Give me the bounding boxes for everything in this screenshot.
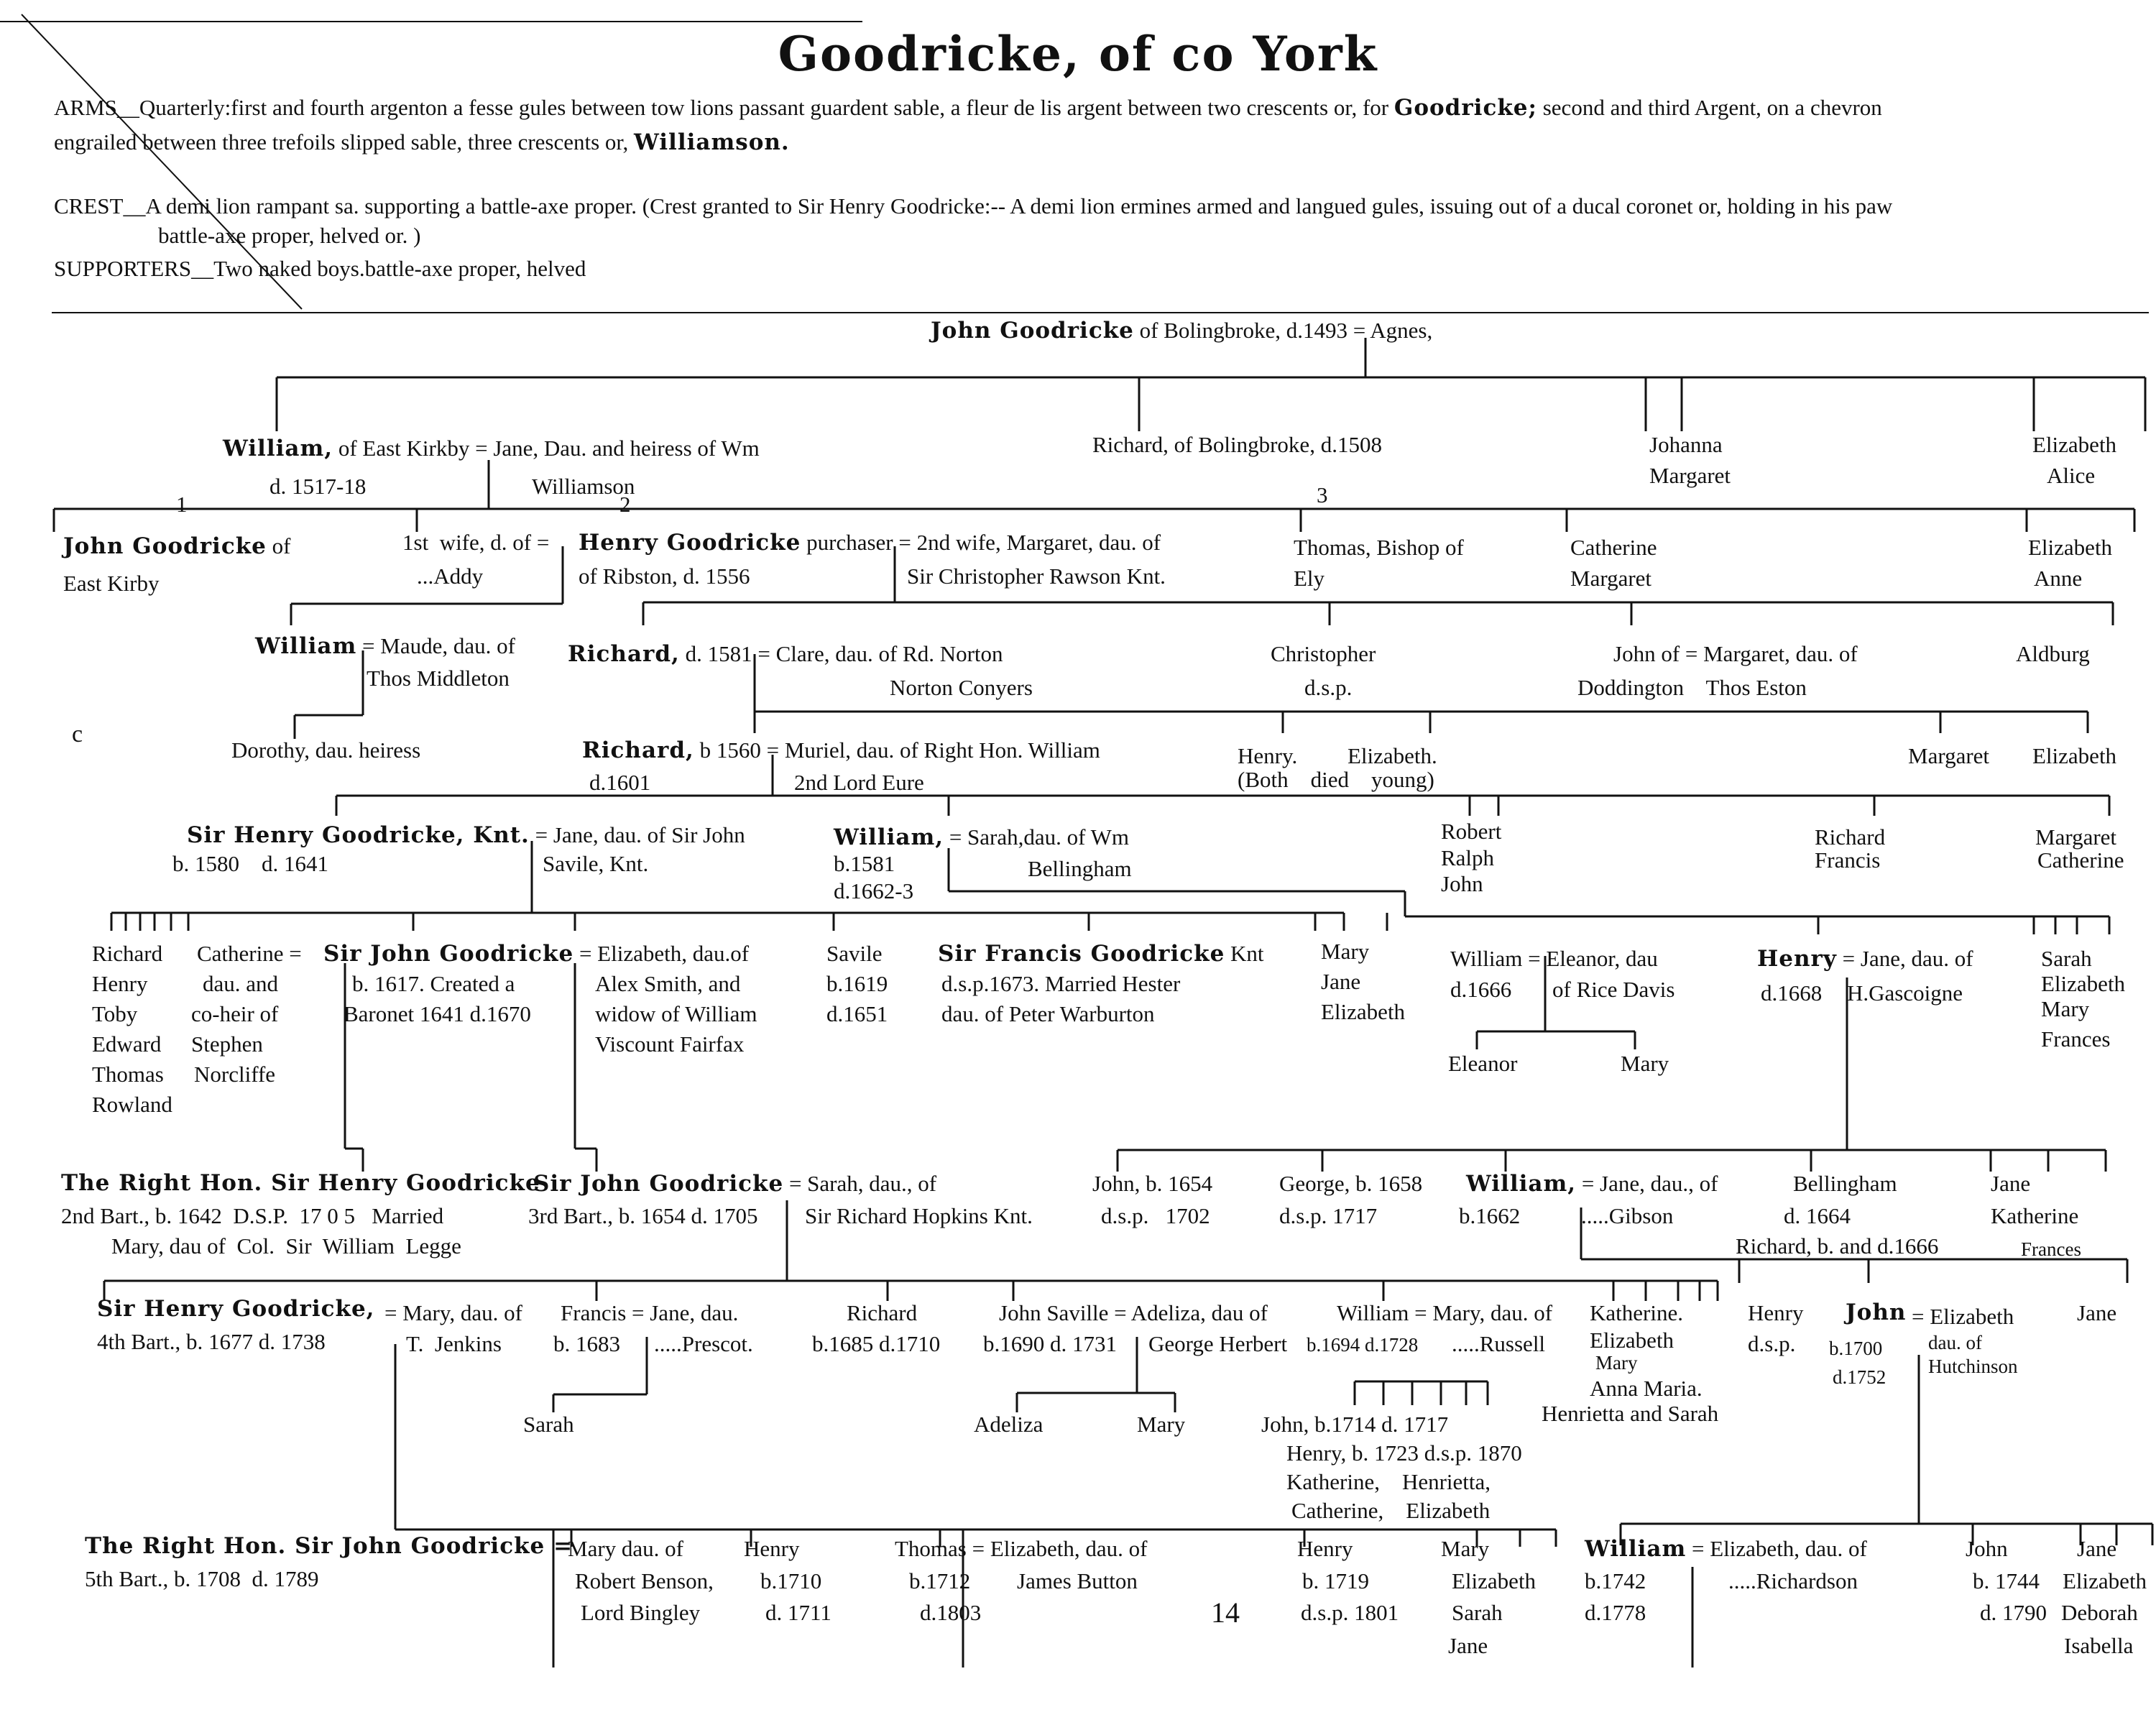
g7-sir-john: [323, 938, 749, 970]
g7-catherine-line: co-heir of: [191, 1001, 279, 1026]
g7-sir-francis-line3: dau. of Peter Warburton: [941, 1001, 1155, 1026]
g6-william-rest: = Sarah,dau. of Wm: [944, 824, 1130, 850]
g9-eliz-eq: = Elizabeth: [1912, 1304, 2014, 1329]
g9-wm-child: Henry, b. 1723 d.s.p. 1870: [1286, 1440, 1522, 1466]
g7-sibling: Thomas: [92, 1062, 164, 1087]
g3-ely: Ely: [1294, 566, 1325, 591]
g7-sir-john-b: b. 1617. Created a: [352, 971, 515, 996]
g6-sir-henry: [187, 819, 745, 851]
g4-william: [255, 630, 515, 662]
g9-anna-maria: Anna Maria.: [1590, 1376, 1703, 1401]
g8-sir-john-rest: = Sarah, dau., of: [783, 1171, 937, 1196]
g9-adeliza: Adeliza: [974, 1412, 1044, 1437]
g10-john: John: [1966, 1536, 2008, 1561]
g9-george-herbert: George Herbert: [1148, 1331, 1288, 1356]
arms-williamson: Williamson.: [634, 129, 790, 155]
g4-dsp: d.s.p.: [1304, 675, 1353, 700]
g8-katherine: Katherine: [1991, 1203, 2079, 1228]
arms-line-1: [54, 92, 1882, 124]
g10-jane-sister: Jane: [2077, 1536, 2117, 1561]
g8-bellingham: Bellingham: [1793, 1171, 1897, 1196]
g8-william-rest: = Jane, dau., of: [1576, 1171, 1718, 1196]
g3-henry: [579, 527, 1161, 558]
g10-john-d: d. 1790: [1980, 1600, 2047, 1625]
g10-henry-b: b.1710: [760, 1568, 822, 1593]
g6-sir-henry-dates: b. 1580 d. 1641: [172, 851, 328, 876]
g10-william-name: William: [1585, 1536, 1687, 1562]
g5-richard-rest: b 1560 = Muriel, dau. of Right Hon. William: [694, 737, 1100, 763]
g8-rh-line3: Mary, dau of Col. Sir William Legge: [111, 1233, 461, 1259]
g7-mary: Mary: [1321, 939, 1370, 964]
g9-eliz-dau: dau. of: [1928, 1332, 1982, 1353]
g2-william-d: d. 1517-18: [270, 474, 367, 499]
g2-margaret: Margaret: [1649, 463, 1731, 488]
g9-russell: .....Russell: [1452, 1331, 1546, 1356]
g9-t-jenkins: T. Jenkins: [406, 1331, 502, 1356]
g4-john-of: John of = Margaret, dau. of: [1613, 641, 1858, 666]
g7-savile-d: d.1651: [826, 1001, 888, 1026]
g7-sibling: Richard: [92, 941, 163, 966]
g4-william-name: William: [255, 633, 357, 659]
g9-john-saville: John Saville = Adeliza, dau of: [999, 1300, 1268, 1325]
g1-john-name: John Goodricke: [931, 318, 1134, 344]
g7-sir-francis-name: Sir Francis Goodricke: [938, 941, 1225, 967]
g9-sir-henry-line2: 4th Bart., b. 1677 d. 1738: [97, 1329, 326, 1354]
g7-sibling: Edward: [92, 1031, 162, 1057]
g7-sir-john-bt: Baronet 1641 d.1670: [344, 1001, 531, 1026]
g9-wm-child: Katherine, Henrietta,: [1286, 1469, 1491, 1494]
g10-mary-line: Robert Benson,: [575, 1568, 714, 1593]
g7-sibling: Henry: [92, 971, 148, 996]
g9-wm-child: John, b.1714 d. 1717: [1261, 1412, 1449, 1437]
g3-thomas-bishop: Thomas, Bishop of: [1294, 535, 1464, 560]
g10-w-d1778: d.1778: [1585, 1600, 1646, 1625]
g3-john-name: John Goodricke: [63, 533, 267, 559]
g9-sir-henry: Sir Henry Goodricke,: [97, 1296, 375, 1322]
g8-john-1654: John, b. 1654: [1092, 1171, 1213, 1196]
g9-henry-dsp: d.s.p.: [1748, 1331, 1796, 1356]
g5-d1601: d.1601: [589, 770, 651, 795]
g9-john-b: b.1700: [1829, 1338, 1883, 1359]
g7-eleanor: Eleanor: [1448, 1051, 1518, 1076]
g7-h-d1668: d.1668: [1761, 980, 1823, 1006]
g7-savile: Savile: [826, 941, 883, 966]
g4-middleton: Thos Middleton: [367, 666, 510, 691]
g10-thomas: Thomas = Elizabeth, dau. of: [895, 1536, 1148, 1561]
g9-katherine: Katherine.: [1590, 1300, 1683, 1325]
g7-catherine-line: Catherine =: [197, 941, 302, 966]
g6-richard: Richard: [1815, 824, 1886, 850]
g7-sister: Frances: [2041, 1026, 2111, 1052]
crest-line-2: battle-axe proper, helved or. ): [158, 223, 421, 248]
g7-gascoigne: H.Gascoigne: [1847, 980, 1963, 1006]
g3-rawson: Sir Christopher Rawson Knt.: [907, 564, 1166, 589]
g2-elizabeth: Elizabeth: [2032, 432, 2117, 457]
g10-mary-line: Lord Bingley: [581, 1600, 701, 1625]
g7-eliz-line: widow of William: [595, 1001, 757, 1026]
g3-ribston: of Ribston, d. 1556: [579, 564, 750, 589]
g10-mary-line: Mary dau. of: [568, 1536, 683, 1561]
supporters-label: SUPPORTERS: [54, 256, 192, 281]
g8-george-dsp: d.s.p. 1717: [1279, 1203, 1378, 1228]
g9-mary-jenkins: = Mary, dau. of: [384, 1300, 522, 1325]
g10-sister: Mary: [1441, 1536, 1490, 1561]
g10-henry-2-d: d.s.p. 1801: [1301, 1600, 1399, 1625]
g3-john-of: of: [266, 533, 291, 558]
g5-both-died: (Both died young): [1238, 767, 1434, 792]
g10-henry: Henry: [744, 1536, 800, 1561]
g7-henry-name: Henry: [1757, 946, 1837, 972]
g2-num-2: 2: [619, 492, 631, 517]
g2-richard: Richard, of Bolingbroke, d.1508: [1092, 432, 1382, 457]
g10-rh-line2: 5th Bart., b. 1708 d. 1789: [85, 1566, 319, 1591]
g7-eliz-line: Viscount Fairfax: [595, 1031, 745, 1057]
g9-mary-2: Mary: [1595, 1352, 1638, 1374]
crest-line-1: [54, 190, 1892, 221]
arms-text-2: engrailed between three trefoils slipped sable, three crescents or,: [54, 129, 629, 155]
g8-sir-john: [533, 1168, 936, 1200]
g10-jane-sister: Elizabeth: [2063, 1568, 2147, 1593]
g6-catherine: Catherine: [2037, 847, 2124, 873]
g9-w-dates: b.1694 d.1728: [1307, 1334, 1419, 1356]
g9-sarah: Sarah: [523, 1412, 574, 1437]
g5-richard-name: Richard,: [582, 737, 694, 763]
g10-w-b1742: b.1742: [1585, 1568, 1646, 1593]
arms-text: __Quarterly:first and fourth argenton a fesse gules between tow lions passant guardent sable, a fleur de lis argent between two crescents or, for: [116, 95, 1389, 120]
g6-john: John: [1441, 871, 1483, 896]
g6-savile-knt: Savile, Knt.: [543, 851, 649, 876]
g5-richard: [582, 735, 1100, 766]
g1-john-rest: of Bolingbroke, d.1493 = Agnes,: [1133, 318, 1433, 343]
g3-first-wife: 1st wife, d. of =: [402, 530, 550, 555]
g8-john-dsp: d.s.p. 1702: [1101, 1203, 1210, 1228]
g5-elizabeth: Elizabeth: [2032, 743, 2117, 768]
g6-francis: Francis: [1815, 847, 1881, 873]
g7-sir-francis: [938, 938, 1264, 970]
g10-jane-sister: Isabella: [2064, 1633, 2134, 1658]
arms-line-2: [54, 126, 790, 158]
g5-lord-eure: 2nd Lord Eure: [794, 770, 924, 795]
g2-johanna: Johanna: [1649, 432, 1723, 457]
g6-w-b1581: b.1581: [834, 851, 895, 876]
g3-margaret: Margaret: [1570, 566, 1652, 591]
g9-francis: Francis = Jane, dau.: [561, 1300, 739, 1325]
g7-catherine-line: dau. and: [203, 971, 279, 996]
g7-catherine-line: Norcliffe: [194, 1062, 276, 1087]
supporters-text: __Two naked boys.battle-axe proper, helved: [191, 256, 586, 281]
g9-richard: Richard: [847, 1300, 918, 1325]
g8-frances: Frances: [2021, 1238, 2081, 1260]
g6-william-name: William,: [834, 824, 944, 850]
arms-label: ARMS: [54, 95, 117, 120]
g10-sister: Elizabeth: [1452, 1568, 1537, 1593]
g10-henry-2: Henry: [1297, 1536, 1353, 1561]
g10-rh-sir-john: The Right Hon. Sir John Goodricke =: [85, 1533, 573, 1559]
g8-sir-john-line2: 3rd Bart., b. 1654 d. 1705: [528, 1203, 758, 1228]
g6-bellingham: Bellingham: [1028, 856, 1132, 881]
g10-william: [1585, 1533, 1867, 1565]
g7-sir-john-rest: = Elizabeth, dau.of: [573, 941, 750, 966]
g8-b-d1664: d. 1664: [1784, 1203, 1851, 1228]
g7-sister: Elizabeth: [2041, 971, 2126, 996]
g8-hopkins: Sir Richard Hopkins Knt.: [805, 1203, 1033, 1228]
g10-thomas-d: d.1803: [920, 1600, 982, 1625]
page-title: Goodricke, of co York: [778, 26, 1378, 82]
crest-text: __A demi lion rampant sa. supporting a battle-axe proper. (Crest granted to Sir Henry Goodricke:-- A demi lion ermines armed and langued gules, issuing out of a ducal coronet or, holding in his paw: [123, 193, 1893, 218]
page-number: 14: [1211, 1596, 1240, 1629]
g10-jane-sister: Deborah: [2061, 1600, 2138, 1625]
g8-sir-john-name: Sir John Goodricke: [533, 1171, 784, 1197]
g10-richardson: .....Richardson: [1728, 1568, 1858, 1593]
g7-jane: Jane: [1321, 969, 1361, 994]
arms-text-end: second and third Argent, on a chevron: [1537, 95, 1882, 120]
g2-william-name: William,: [223, 436, 333, 461]
g10-sister: Jane: [1448, 1633, 1488, 1658]
g4-richard-rest: d. 1581 = Clare, dau. of Rd. Norton: [679, 641, 1003, 666]
g6-w-d1662: d.1662-3: [834, 878, 914, 903]
g3-elizabeth: Elizabeth: [2028, 535, 2113, 560]
g7-mary-2: Mary: [1621, 1051, 1669, 1076]
g10-william-rest: = Elizabeth, dau. of: [1686, 1536, 1867, 1561]
g2-alice: Alice: [2047, 463, 2096, 488]
g2-william-rest: of East Kirkby = Jane, Dau. and heiress of Wm: [333, 436, 760, 461]
g9-henry: Henry: [1748, 1300, 1804, 1325]
g4-richard-name: Richard,: [568, 641, 680, 667]
g2-num-3: 3: [1317, 482, 1328, 507]
g7-sir-francis-line2: d.s.p.1673. Married Hester: [941, 971, 1181, 996]
g3-east-kirby: East Kirby: [63, 571, 160, 596]
g9-elizabeth: Elizabeth: [1590, 1328, 1674, 1353]
g4-dorothy: Dorothy, dau. heiress: [231, 737, 421, 763]
g7-catherine-line: Stephen: [191, 1031, 263, 1057]
g10-button: James Button: [1017, 1568, 1138, 1593]
g8-william: [1466, 1168, 1718, 1200]
g8-richard-1666: Richard, b. and d.1666: [1736, 1233, 1939, 1259]
g4-doddington: Doddington Thos Eston: [1577, 675, 1807, 700]
g10-john-b: b. 1744: [1973, 1568, 2040, 1593]
g2-williamson: Williamson: [532, 474, 635, 499]
g3-anne: Anne: [2034, 566, 2083, 591]
g7-eliz-line: Alex Smith, and: [595, 971, 741, 996]
g7-sister: Sarah: [2041, 946, 2092, 971]
g10-thomas-b: b.1712: [909, 1568, 971, 1593]
g7-henry: [1757, 943, 1973, 975]
g7-w-d1666: d.1666: [1450, 977, 1512, 1002]
g9-william-mary: William = Mary, dau. of: [1337, 1300, 1553, 1325]
g3-henry-name: Henry Goodricke: [579, 530, 801, 556]
g8-rh-line2: 2nd Bart., b. 1642 D.S.P. 17 0 5 Married: [61, 1203, 444, 1228]
g7-william-eleanor: William = Eleanor, dau: [1450, 946, 1658, 971]
g8-rh-sir-henry: The Right Hon. Sir Henry Goodricke: [61, 1170, 540, 1196]
g9-francis-b: b. 1683: [553, 1331, 620, 1356]
g6-margaret: Margaret: [2035, 824, 2117, 850]
g7-sister: Mary: [2041, 996, 2090, 1021]
g7-elizabeth: Elizabeth: [1321, 999, 1406, 1024]
g4-william-rest: = Maude, dau. of: [356, 633, 515, 658]
g4-richard: [568, 638, 1003, 670]
g9-jane: Jane: [2077, 1300, 2117, 1325]
g8-w-b1662: b.1662: [1459, 1203, 1521, 1228]
g6-robert: Robert: [1441, 819, 1502, 844]
g9-hutchinson: Hutchinson: [1928, 1356, 2018, 1377]
g4-norton-conyers: Norton Conyers: [890, 675, 1033, 700]
g2-num-1: 1: [176, 492, 188, 517]
g4-aldburg: Aldburg: [2016, 641, 2090, 666]
g9-john: John: [1846, 1300, 1907, 1325]
g8-william-name: William,: [1466, 1171, 1577, 1197]
g9-prescot: .....Prescot.: [654, 1331, 753, 1356]
g3-henry-rest: purchaser = 2nd wife, Margaret, dau. of: [801, 530, 1161, 555]
g8-gibson: .....Gibson: [1581, 1203, 1674, 1228]
g8-jane: Jane: [1991, 1171, 2031, 1196]
g6-sir-henry-name: Sir Henry Goodricke, Knt.: [187, 822, 530, 848]
g7-sir-francis-knt: Knt: [1225, 941, 1264, 966]
g8-george-1658: George, b. 1658: [1279, 1171, 1423, 1196]
g7-savile-b: b.1619: [826, 971, 888, 996]
g10-henry-d: d. 1711: [765, 1600, 831, 1625]
crest-label: CREST: [54, 193, 124, 218]
g7-sibling: Toby: [92, 1001, 138, 1026]
g3-catherine: Catherine: [1570, 535, 1657, 560]
g3-john: [63, 530, 290, 562]
g9-js-dates: b.1690 d. 1731: [983, 1331, 1117, 1356]
g9-john-d: d.1752: [1833, 1366, 1886, 1388]
g5-henry-elizabeth: Henry. Elizabeth.: [1238, 743, 1437, 768]
g7-sir-john-name: Sir John Goodricke: [323, 941, 574, 967]
g9-henrietta-sarah: Henrietta and Sarah: [1542, 1401, 1719, 1426]
g9-richard-dates: b.1685 d.1710: [812, 1331, 941, 1356]
g7-sibling: Rowland: [92, 1092, 172, 1117]
g4-christopher: Christopher: [1271, 641, 1376, 666]
g5-margaret: Margaret: [1908, 743, 1990, 768]
g10-sister: Sarah: [1452, 1600, 1503, 1625]
arms-goodricke: Goodricke;: [1393, 95, 1537, 121]
g9-mary: Mary: [1137, 1412, 1186, 1437]
g2-william: [223, 433, 760, 464]
g7-rice-davis: of Rice Davis: [1552, 977, 1675, 1002]
g6-ralph: Ralph: [1441, 845, 1495, 870]
g10-henry-2-b: b. 1719: [1302, 1568, 1369, 1593]
margin-mark: c: [72, 721, 83, 748]
g7-henry-rest: = Jane, dau. of: [1836, 946, 1973, 971]
supporters-line: [54, 253, 586, 284]
g6-sir-henry-rest: = Jane, dau. of Sir John: [529, 822, 745, 847]
g9-wm-child: Catherine, Elizabeth: [1291, 1498, 1491, 1523]
g3-addy: ...Addy: [417, 564, 484, 589]
g1-john: [931, 315, 1432, 346]
